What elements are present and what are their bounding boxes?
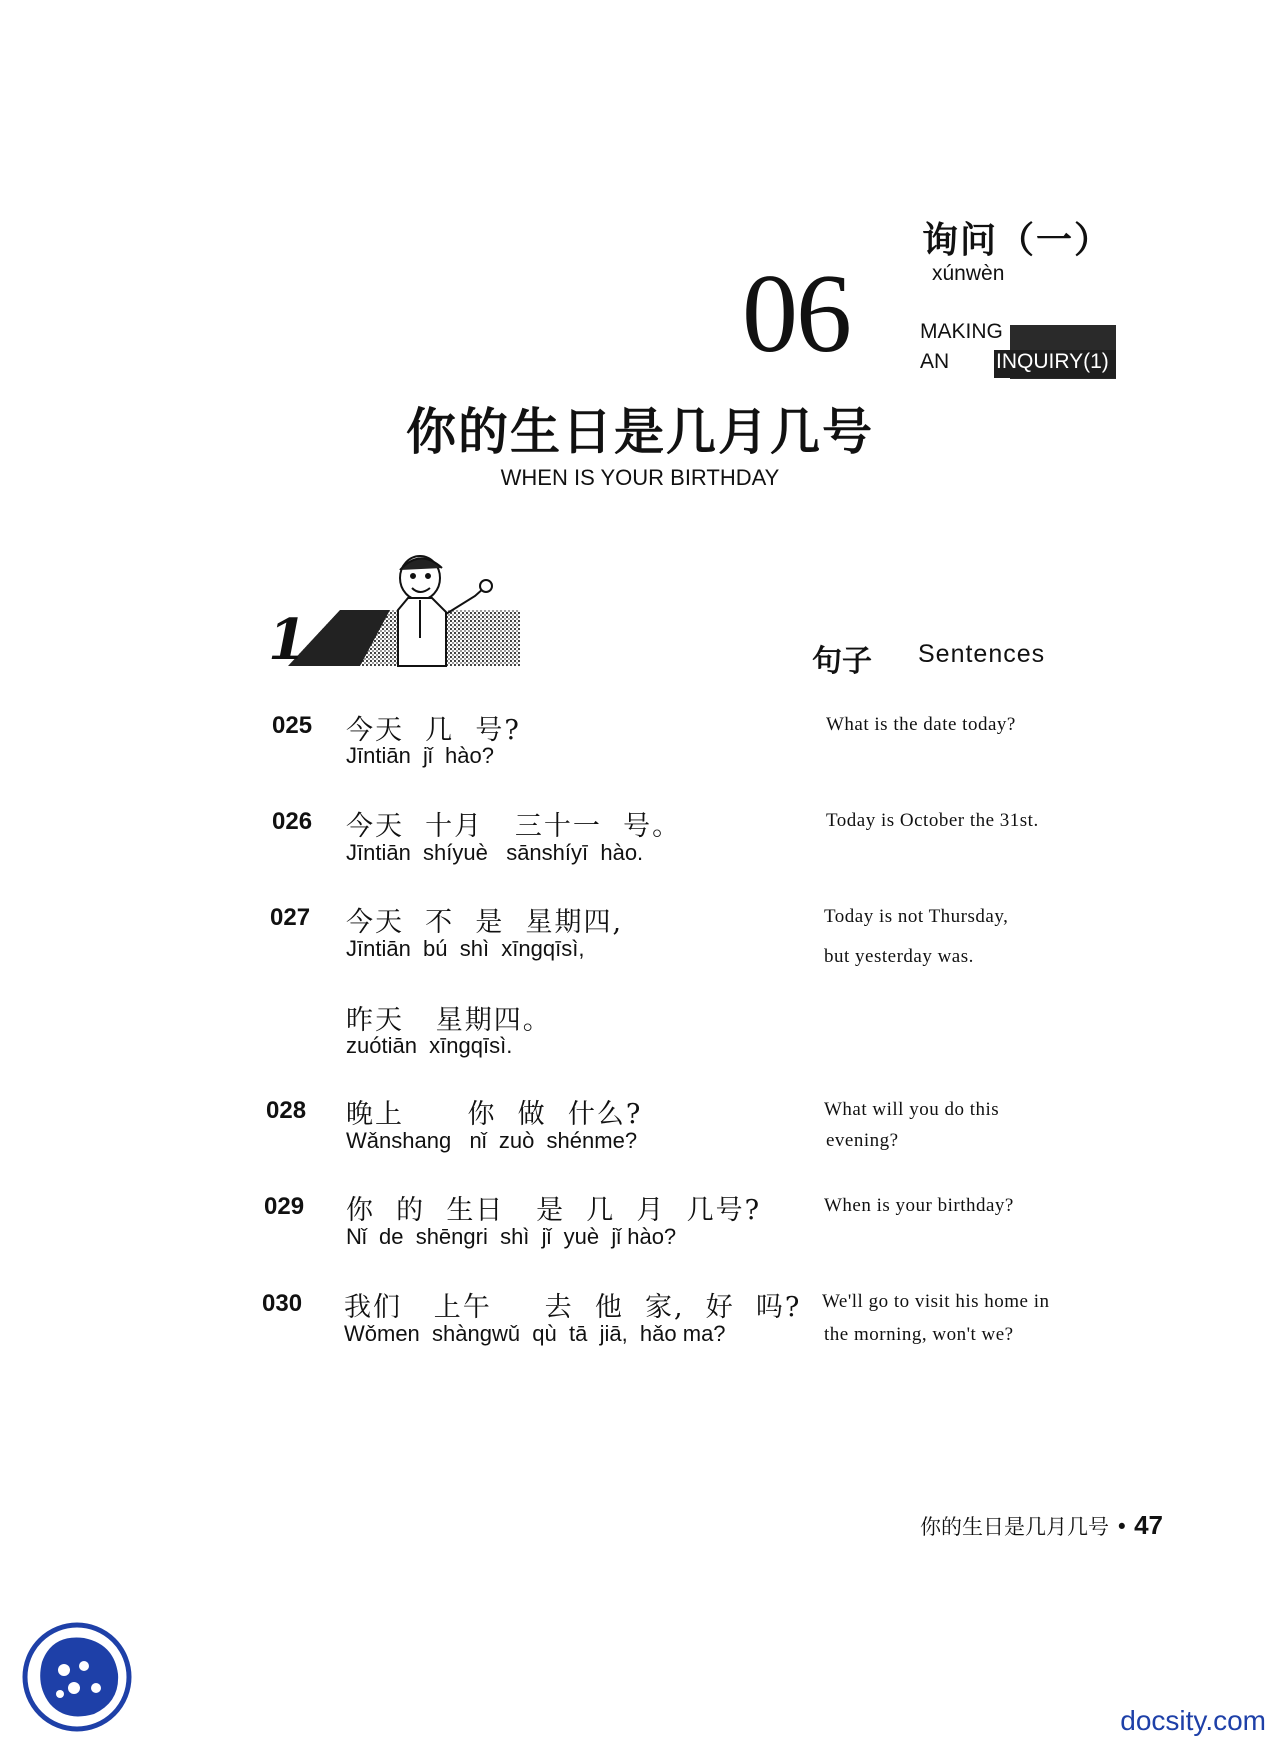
topic-title-en-line2-inverted: INQUIRY(1) xyxy=(996,350,1109,373)
sentence-cn-continued: 昨天 星期四。 xyxy=(346,1005,552,1036)
sentence-number: 025 xyxy=(272,712,313,739)
section-label-en: Sentences xyxy=(918,640,1046,668)
sentence-pinyin: Nǐ de shēngri shì jǐ yuè jǐ hào? xyxy=(346,1224,677,1249)
sentence-translation: What will you do this xyxy=(824,1099,1000,1120)
sentence-pinyin: Jīntiān bú shì xīngqīsì, xyxy=(346,936,585,961)
sentence-number: 030 xyxy=(262,1290,303,1317)
section-number: 1 xyxy=(268,607,307,673)
lesson-title-en: WHEN IS YOUR BIRTHDAY xyxy=(500,465,780,490)
sentence-number: 028 xyxy=(266,1097,307,1124)
running-title: 你的生日是几月几号 • xyxy=(920,1515,1129,1539)
running-footer xyxy=(920,1510,1163,1541)
page-number: 47 xyxy=(1134,1510,1163,1540)
sentence-cn: 今天 不 是 星期四, xyxy=(346,907,624,938)
topic-title-pinyin: xúnwèn xyxy=(932,262,1005,285)
sentence-translation: Today is not Thursday, xyxy=(824,906,1009,927)
sentence-number: 027 xyxy=(270,904,311,931)
sentence-pinyin: Wǎnshang nǐ zuò shénme? xyxy=(346,1128,638,1153)
section-banner-illustration xyxy=(270,548,530,676)
sentence-pinyin: Wǒmen shàngwǔ qù tā jiā, hǎo ma? xyxy=(344,1321,726,1346)
sentence-translation-line2: evening? xyxy=(826,1130,899,1151)
docsity-brand-link[interactable]: docsity.com xyxy=(1120,1705,1266,1736)
sentence-number: 029 xyxy=(264,1193,305,1220)
topic-title-en-line1: MAKING xyxy=(920,320,1003,343)
section-label-cn: 句子 xyxy=(812,644,872,679)
docsity-logo-icon xyxy=(22,1622,132,1732)
sentence-translation: We'll go to visit his home in xyxy=(822,1291,1050,1312)
lesson-number: 06 xyxy=(742,252,850,376)
sentence-cn: 晚上 你 做 什么? xyxy=(346,1099,643,1130)
sentence-translation-line2: the morning, won't we? xyxy=(824,1324,1014,1345)
sentence-number: 026 xyxy=(272,808,313,835)
sentence-pinyin: Jīntiān jǐ hào? xyxy=(346,743,494,768)
lesson-title-cn: 你的生日是几月几号 xyxy=(406,402,874,461)
sentence-cn: 我们 上午 去 他 家, 好 吗? xyxy=(344,1292,802,1323)
sentence-pinyin-continued: zuótiān xīngqīsì. xyxy=(346,1033,513,1058)
sentence-cn: 今天 几 号? xyxy=(346,715,521,746)
sentence-translation-line2: but yesterday was. xyxy=(824,946,974,967)
sentence-cn: 你 的 生日 是 几 月 几号? xyxy=(346,1195,762,1226)
sentence-translation: When is your birthday? xyxy=(824,1195,1014,1216)
sentence-translation: Today is October the 31st. xyxy=(826,810,1039,831)
topic-title-en-line2-prefix: AN xyxy=(920,350,950,373)
sentence-translation: What is the date today? xyxy=(826,714,1016,735)
sentence-pinyin: Jīntiān shíyuè sānshíyī hào. xyxy=(346,840,644,865)
sentence-cn: 今天 十月 三十一 号。 xyxy=(346,811,682,842)
topic-title-cn: 询问（一） xyxy=(922,220,1113,261)
